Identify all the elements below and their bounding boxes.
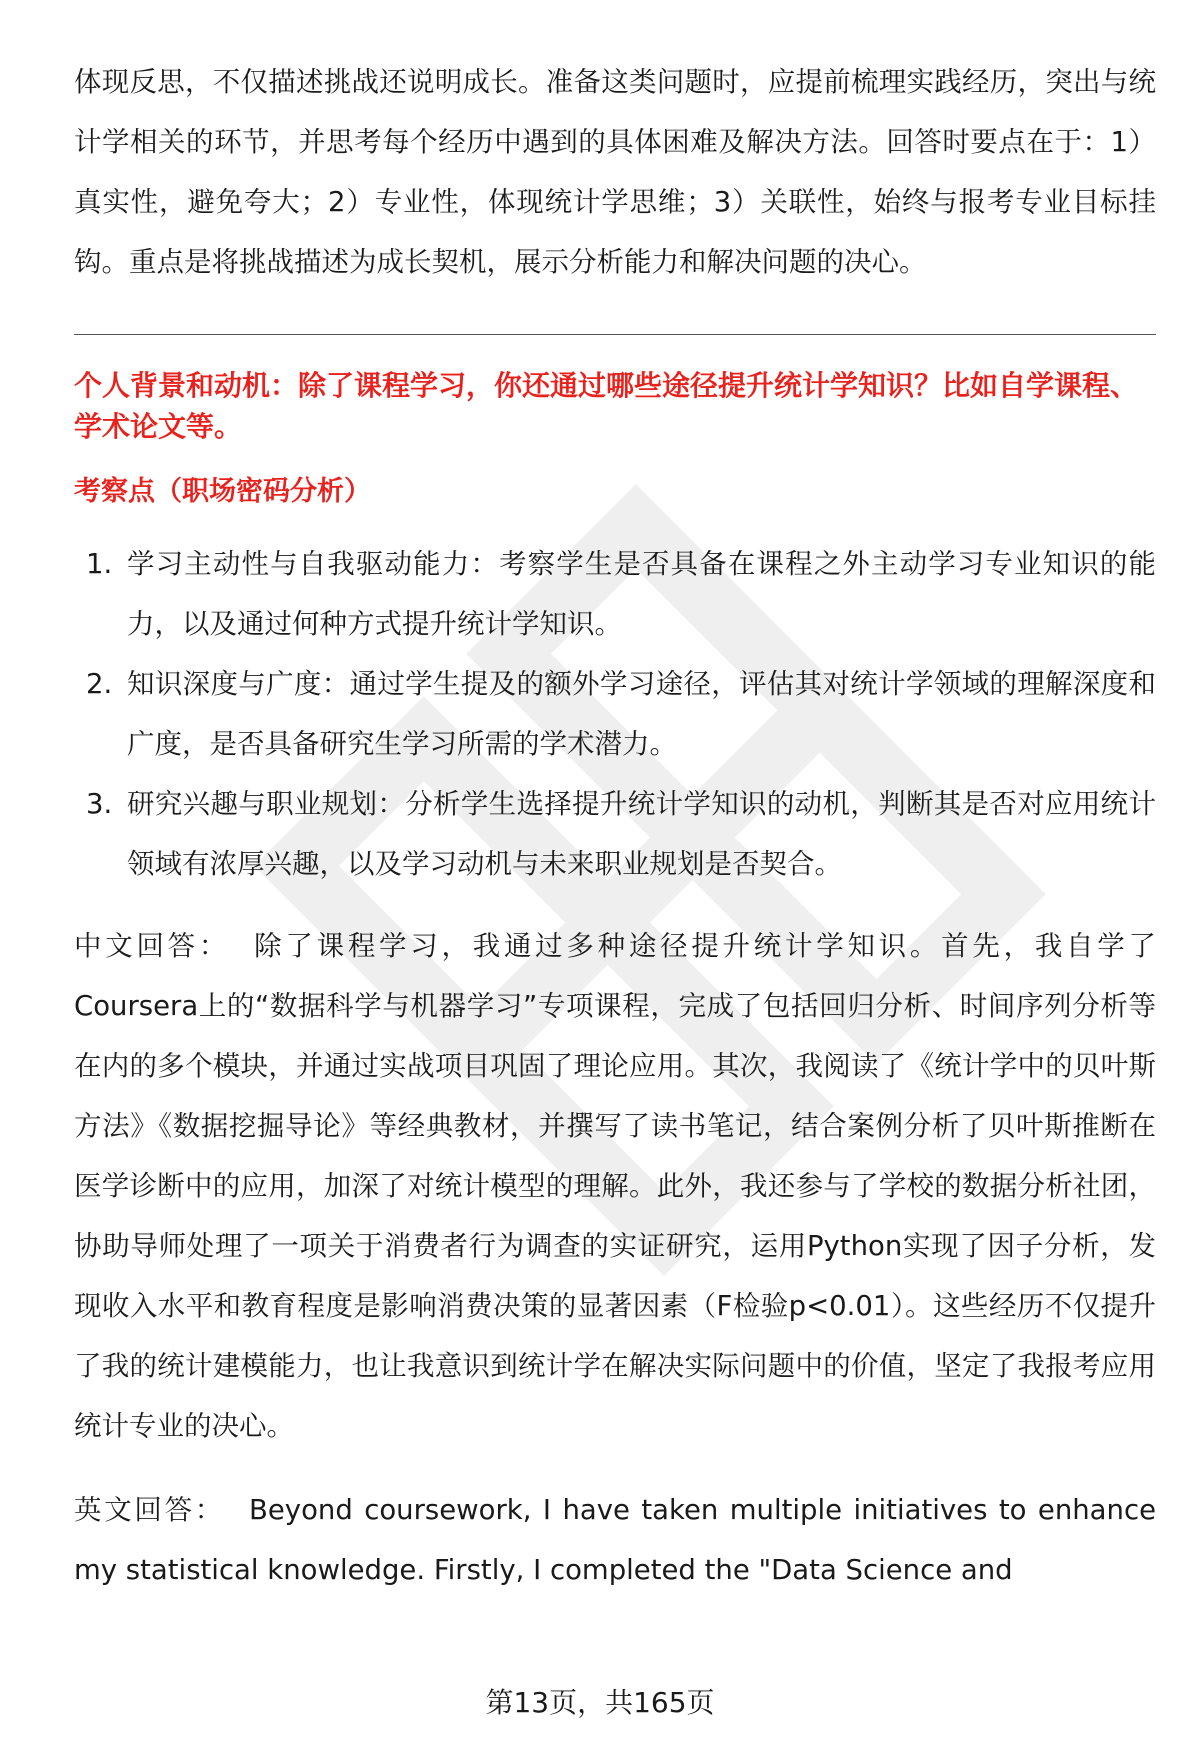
section-divider (74, 334, 1156, 335)
assessment-list (74, 534, 1156, 894)
chinese-answer-text: 除了课程学习，我通过多种途径提升统计学知识。首先，我自学了Coursera上的“数据科学与机器学习”专项课程，完成了包括回归分析、时间序列分析等在内的多个模块，并通过实战项目巩固了理论应用。其次，我阅读了《统计学中的贝叶斯方法》《数据挖掘导论》等经典教材，并撰写了读书笔记，结合案例分析了贝叶斯推断在医学诊断中的应用，加深了对统计模型的理解。此外，我还参与了学校的数据分析社团，协助导师处理了一项关于消费者行为调查的实证研究，运用Python实现了因子分析，发现收入水平和教育程度是影响消费决策的显著因素（F检验p<0.01）。这些经历不仅提升了我的统计建模能力，也让我意识到统计学在解决实际问题中的价值，坚定了我报考应用统计专业的决心。 (74, 930, 1157, 1442)
list-item (74, 774, 1156, 894)
list-item-text: 研究兴趣与职业规划：分析学生选择提升统计学知识的动机，判断其是否对应用统计领域有浓厚兴趣，以及学习动机与未来职业规划是否契合。 (127, 788, 1156, 880)
list-item (74, 534, 1156, 654)
list-item-number: 3. (86, 788, 113, 820)
english-answer (74, 1480, 1156, 1600)
list-item-number: 1. (86, 548, 113, 580)
english-answer-text: Beyond coursework, I have taken multiple initiatives to enhance my statistical knowledge. Firstly, I completed the "Data Science and (74, 1494, 1156, 1586)
chinese-answer (74, 916, 1156, 1456)
intro-paragraph: 体现反思，不仅描述挑战还说明成长。准备这类问题时，应提前梳理实践经历，突出与统计学相关的环节，并思考每个经历中遇到的具体困难及解决方法。回答时要点在于：1）真实性，避免夸大；2）专业性，体现统计学思维；3）关联性，始终与报考专业目标挂钩。重点是将挑战描述为成长契机，展示分析能力和解决问题的决心。 (74, 66, 1156, 278)
list-item (74, 654, 1156, 774)
list-item-text: 知识深度与广度：通过学生提及的额外学习途径，评估其对统计学领域的理解深度和广度，是否具备研究生学习所需的学术潜力。 (127, 668, 1156, 760)
english-answer-label: 英文回答： (74, 1494, 226, 1526)
chinese-answer-label: 中文回答： (74, 930, 231, 962)
list-item-text: 学习主动性与自我驱动能力：考察学生是否具备在课程之外主动学习专业知识的能力，以及通过何种方式提升统计学知识。 (127, 548, 1156, 640)
question-heading: 个人背景和动机：除了课程学习，你还通过哪些途径提升统计学知识？比如自学课程、学术论文等。 (74, 369, 1139, 443)
assessment-heading: 考察点（职场密码分析） (74, 476, 371, 507)
page-content (74, 52, 1156, 1600)
page-footer: 第13页，共165页 (485, 1686, 715, 1719)
list-item-number: 2. (86, 668, 113, 700)
